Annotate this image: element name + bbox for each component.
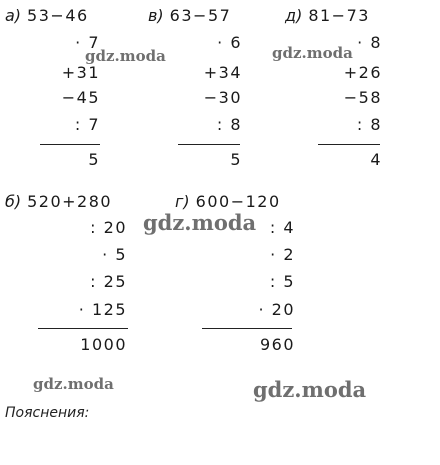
- problem-v-step-3: −30: [203, 88, 242, 107]
- problem-d: [280, 0, 390, 180]
- problem-d-result-line: [318, 144, 380, 145]
- problem-a-expression: 53−46: [27, 6, 89, 25]
- problem-v-result-line: [178, 144, 240, 145]
- problem-v-header: [148, 6, 231, 25]
- problem-b-expression: 520+280: [27, 192, 113, 211]
- watermark-gdz-moda: gdz.moda: [143, 210, 257, 235]
- watermark-gdz-moda: gdz.moda: [33, 375, 114, 393]
- problem-v-result: 5: [230, 150, 242, 169]
- problem-d-result: 4: [370, 150, 382, 169]
- problem-d-label: д): [285, 6, 303, 25]
- problem-b-header: [5, 192, 112, 211]
- watermark-gdz-moda: gdz.moda: [85, 47, 166, 65]
- problem-b: [0, 185, 135, 365]
- watermark-gdz-moda: gdz.moda: [272, 44, 353, 62]
- problem-g-result: 960: [259, 335, 295, 354]
- problem-d-step-2: +26: [343, 63, 382, 82]
- problem-g-step-2: · 2: [270, 245, 295, 264]
- problem-g-result-line: [202, 328, 292, 329]
- problem-g-label: г): [175, 192, 190, 211]
- explanation-label: Пояснения:: [5, 405, 90, 421]
- problem-a-step-3: −45: [61, 88, 100, 107]
- problem-a-result-line: [40, 144, 100, 145]
- problem-d-header: [285, 6, 370, 25]
- problem-a-step-2: +31: [61, 63, 100, 82]
- problem-d-step-1: · 8: [357, 33, 382, 52]
- problem-g-step-3: : 5: [269, 272, 295, 291]
- problem-a-label: а): [5, 6, 22, 25]
- problem-d-expression: 81−73: [308, 6, 370, 25]
- problem-d-step-3: −58: [343, 88, 382, 107]
- watermark-gdz-moda: gdz.moda: [253, 377, 367, 402]
- problem-a-step-1: · 7: [75, 33, 100, 52]
- problem-g-expression: 600−120: [195, 192, 281, 211]
- problem-b-step-3: : 25: [90, 272, 127, 291]
- problem-a-header: [5, 6, 89, 25]
- problem-b-step-1: : 20: [90, 218, 127, 237]
- problem-v-label: в): [148, 6, 164, 25]
- problem-b-label: б): [5, 192, 22, 211]
- problem-g-step-4: · 20: [258, 300, 295, 319]
- problem-a: [0, 0, 110, 180]
- problem-v-expression: 63−57: [169, 6, 232, 25]
- problem-d-step-4: : 8: [356, 115, 382, 134]
- problem-g-header: [175, 192, 281, 211]
- problem-b-result-line: [38, 328, 128, 329]
- problem-g-step-1: : 4: [269, 218, 295, 237]
- problem-a-result: 5: [88, 150, 100, 169]
- problem-a-step-4: : 7: [74, 115, 100, 134]
- problem-b-step-4: · 125: [78, 300, 127, 319]
- problem-v-step-4: : 8: [216, 115, 242, 134]
- problem-b-step-2: · 5: [102, 245, 127, 264]
- problem-v-step-1: · 6: [217, 33, 242, 52]
- problem-v: [140, 0, 250, 180]
- problem-b-result: 1000: [80, 335, 127, 354]
- problem-v-step-2: +34: [203, 63, 242, 82]
